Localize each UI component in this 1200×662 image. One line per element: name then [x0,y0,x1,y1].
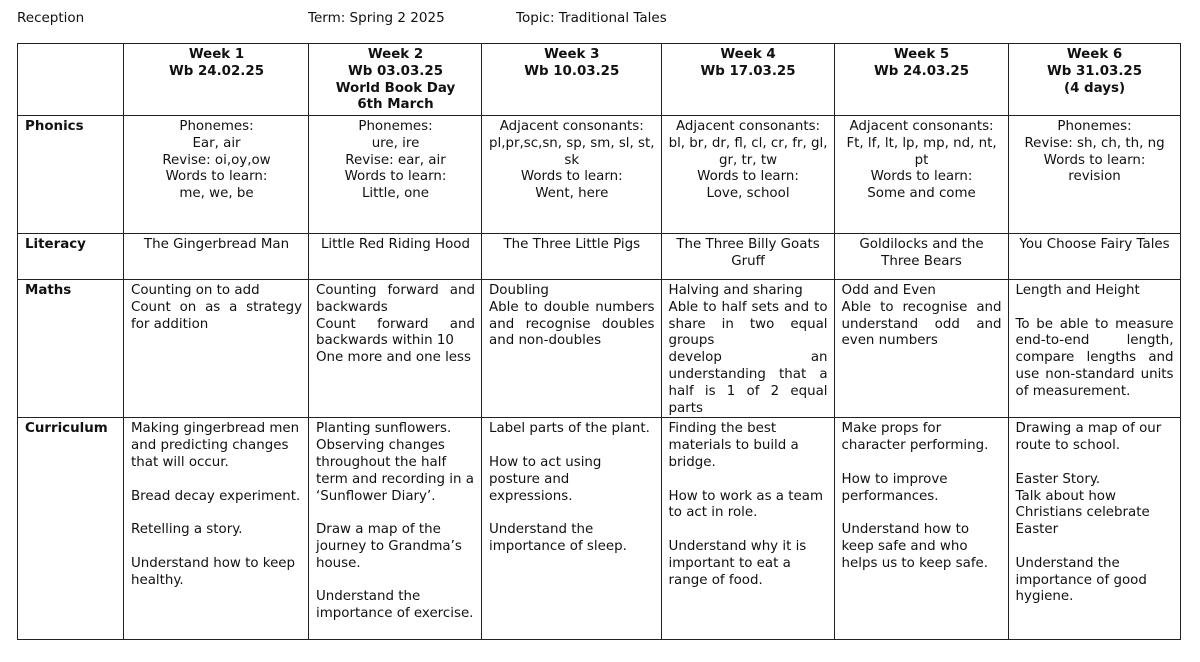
cell-line: Adjacent consonants: [499,119,644,134]
week-event: World Book Day [335,80,456,96]
cell-line: Words to learn: [1043,152,1146,168]
cell-paragraph: Understand the importance of good hygiene. [1015,555,1147,605]
week-event-date: 6th March [357,97,434,113]
cell-line: The Gingerbread Man [143,237,290,252]
literacy-cell [124,234,309,280]
week-title: Week 6 [1066,47,1123,62]
cell-line: develop an understanding that a half is 1 of 2 equal parts [668,350,828,416]
cell-line: Goldilocks and the [859,237,984,252]
week-title: Week 2 [367,47,424,62]
week-header-row [18,44,1181,116]
cell-paragraph: Understand why it is important to eat a range of food. [668,538,807,588]
literacy-cell [1008,234,1180,280]
cell-line: The Three Billy Goats [676,237,820,252]
cell-line: Words to learn: [165,169,268,185]
maths-cell [834,280,1008,418]
cell-paragraph: Bread decay experiment. [131,488,301,504]
cell-line: Gruff [731,253,765,269]
cell-line: Halving and sharing [668,283,803,298]
cell-line: bl, br, dr, fl, cl, cr, fr, gl, [668,135,828,151]
maths-row [18,280,1181,418]
planning-table [17,43,1181,640]
cell-paragraph: Draw a map of the journey to Grandma’s house. [316,522,462,571]
cell-paragraph: Understand how to keep safe and who helps us to keep safe. [841,522,989,571]
phonics-cell [834,116,1008,234]
cell-line: Words to learn: [344,169,447,185]
curriculum-cell [661,418,834,640]
cell-paragraph: How to act using posture and expressions. [489,454,602,504]
week-start-date: Wb 24.02.25 [168,63,265,79]
cell-line: Adjacent consonants: [849,119,994,134]
week-title: Week 3 [544,47,600,62]
literacy-row [18,234,1181,280]
week-start-date: Wb 24.03.25 [873,63,970,79]
cell-paragraph: Understand how to keep healthy. [131,555,296,588]
cell-line: Words to learn: [520,169,623,185]
cell-line: Went, here [535,186,609,202]
cell-paragraph: Finding the best materials to build a bridge. [668,421,799,470]
cell-line: To be able to measure end-to-end length, compare lengths and use non-standard units of measurement. [1015,316,1174,399]
cell-line: Ft, lf, lt, lp, mp, nd, nt, [846,135,997,151]
cell-line: Length and Height [1015,283,1140,298]
cell-line: Ear, air [192,135,241,151]
maths-cell [309,280,482,418]
week-title: Week 4 [720,47,776,62]
row-label: Literacy [18,234,124,280]
cell-line: sk [564,152,580,168]
cell-line: gr, tr, tw [719,152,778,168]
cell-line: me, we, be [179,186,254,202]
week-start-date: Wb 03.03.25 [347,63,444,79]
cell-paragraph: How to improve performances. [841,471,948,504]
maths-cell [661,280,834,418]
phonics-row [18,116,1181,234]
cell-line: Revise: sh, ch, th, ng [1024,135,1165,151]
cell-paragraph: How to work as a team to act in role. [668,488,824,521]
phonics-cell [124,116,309,234]
cell-line: Revise: oi,oy,ow [162,152,271,168]
corner-cell [18,44,124,116]
cell-line: Counting forward and backwards [316,283,475,315]
week-header [482,44,662,116]
cell-line: Adjacent consonants: [675,119,821,134]
cell-line: Love, school [706,186,790,202]
cell-paragraph: Understand the importance of sleep. [489,522,627,554]
week-title: Week 1 [188,47,245,62]
cell-paragraph: Drawing a map of our route to school. [1015,421,1162,454]
class-name: Reception [17,10,85,26]
cell-line: ure, ire [371,135,420,151]
literacy-cell [482,234,662,280]
cell-line: Able to recognise and understand odd and even numbers [841,299,1002,349]
cell-line: Some and come [867,186,976,202]
cell-line: Three Bears [881,253,962,269]
cell-paragraph: Label parts of the plant. [489,421,650,437]
maths-cell [124,280,309,418]
cell-line: One more and one less [316,350,471,366]
week-header [124,44,309,116]
curriculum-cell [482,418,662,640]
cell-paragraph: Understand the importance of exercise. [316,589,474,622]
cell-spacer [1016,300,1174,317]
week-header [834,44,1008,116]
cell-line: Words to learn: [870,169,973,185]
cell-line: pl,pr,sc,sn, sp, sm, sl, st, [489,135,655,151]
week-header [309,44,482,116]
week-note: (4 days) [1063,80,1126,96]
cell-line: Count forward and backwards within 10 [316,316,475,349]
cell-line: Little Red Riding Hood [320,237,471,252]
week-header [1008,44,1180,116]
week-start-date: Wb 17.03.25 [700,63,796,79]
phonics-cell [1008,116,1180,234]
week-header [661,44,834,116]
cell-paragraph: Talk about how Christians celebrate Easter [1015,488,1150,538]
week-start-date: Wb 10.03.25 [524,63,620,79]
phonics-cell [661,116,834,234]
cell-line: Phonemes: [179,119,254,134]
cell-line: You Choose Fairy Tales [1019,237,1170,252]
curriculum-cell [834,418,1008,640]
cell-line: Doubling [489,283,549,298]
cell-line: Able to double numbers and recognise doubles and non-doubles [489,299,655,349]
cell-line: Counting on to add [131,283,260,298]
curriculum-cell [1008,418,1180,640]
cell-line: Phonemes: [358,119,433,134]
cell-line: Little, one [361,186,430,202]
phonics-cell [482,116,662,234]
cell-line: Able to half sets and to share in two equal groups [668,299,828,349]
cell-paragraph: Easter Story. [1015,471,1101,487]
cell-line: Words to learn: [697,169,799,185]
cell-paragraph: Making gingerbread men and predicting changes that will occur. [131,421,300,470]
literacy-cell [661,234,834,280]
maths-cell [482,280,662,418]
literacy-cell [309,234,482,280]
curriculum-cell [309,418,482,640]
curriculum-row [18,418,1181,640]
cell-line: Revise: ear, air [345,152,446,168]
maths-cell [1008,280,1180,418]
week-title: Week 5 [893,47,950,62]
curriculum-cell [124,418,309,640]
cell-line: pt [914,152,929,168]
literacy-cell [834,234,1008,280]
topic-label: Topic: Traditional Tales [516,10,667,26]
term-label: Term: Spring 2 2025 [308,10,445,26]
cell-paragraph: Retelling a story. [131,522,243,538]
cell-line: revision [1068,169,1121,185]
phonics-cell [309,116,482,234]
cell-line: The Three Little Pigs [503,237,641,252]
row-label: Maths [18,280,124,418]
cell-paragraph: Make props for character performing. [841,421,989,454]
cell-line: Odd and Even [841,283,936,298]
cell-line: Count on as a strategy for addition [131,299,302,332]
row-label: Curriculum [18,418,124,640]
cell-line: Phonemes: [1057,119,1132,134]
cell-paragraph: Planting sunflowers. Observing changes throughout the half term and recording in a ‘Sunflower Diary’. [316,421,474,504]
row-label: Phonics [18,116,124,234]
week-start-date: Wb 31.03.25 [1046,63,1143,79]
